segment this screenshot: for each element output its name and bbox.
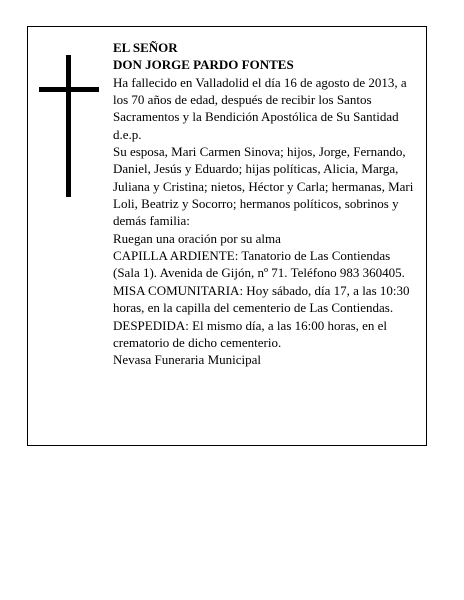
cross-horizontal-bar <box>39 87 99 92</box>
prayer-request: Ruegan una oración por su alma <box>113 230 281 246</box>
funeral-home: Nevasa Funeraria Municipal <box>113 352 262 368</box>
wake-info: CAPILLA ARDIENTE: Tanatorio de Las Contiendas (Sala 1). Avenida de Gijón, nº 71. Teléfono 983 360405. <box>113 248 405 281</box>
cross-icon <box>39 55 99 197</box>
farewell-info: DESPEDIDA: El mismo día, a las 16:00 horas, en el crematorio de dicho cementerio. <box>113 317 388 350</box>
deceased-name: DON JORGE PARDO FONTES <box>113 57 294 73</box>
mass-info: MISA COMUNITARIA: Hoy sábado, día 17, a las 10:30 horas, en la capilla del cementerio de Las Contiendas. <box>113 282 410 316</box>
family-list: Su esposa, Mari Carmen Sinova; hijos, Jorge, Fernando, Daniel, Jesús y Eduardo; hijas políticas, Alicia, Marga, Juliana y Cristina; nietos, Héctor y Carla; hermanas, Mari Loli, Beatriz y Socorro; hermanos políticos, sobrinos y demás familia: <box>113 144 414 229</box>
title-line-1: EL SEÑOR <box>113 40 178 55</box>
obituary-text <box>113 39 415 369</box>
cross-vertical-bar <box>66 55 71 197</box>
death-announcement: Ha fallecido en Valladolid el día 16 de agosto de 2013, a los 70 años de edad, después de recibir los Santos Sacramentos y la Bendición Apostólica de Su Santidad d.e.p. <box>113 74 407 142</box>
